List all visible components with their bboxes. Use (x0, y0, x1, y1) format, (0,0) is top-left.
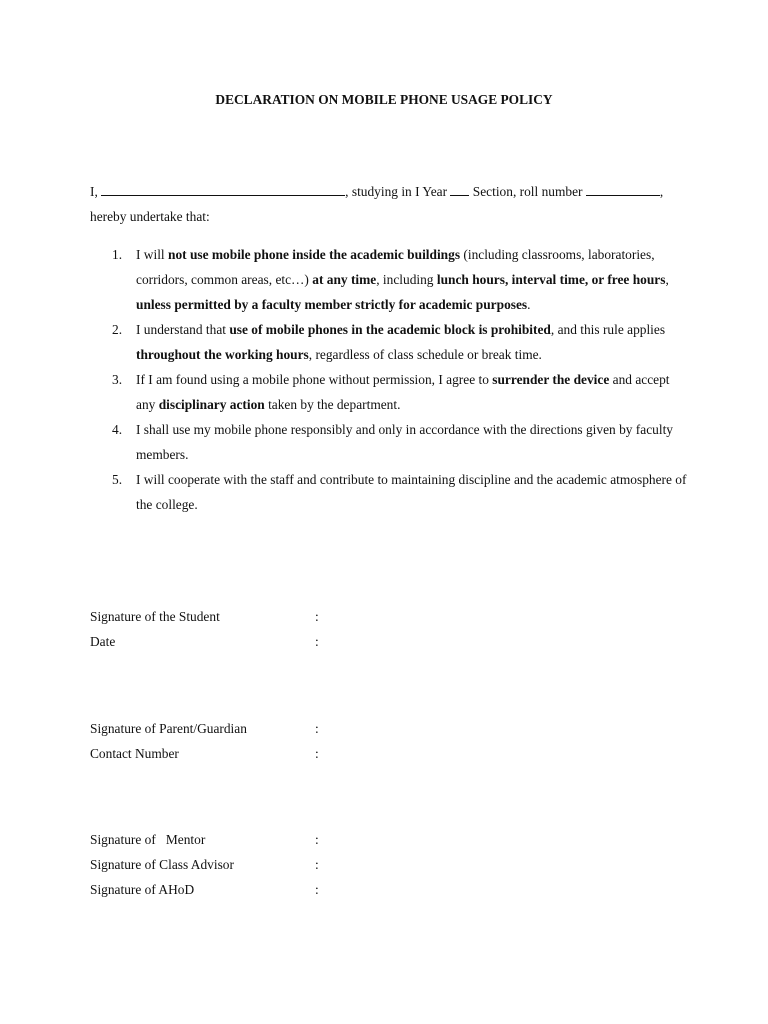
signature-colon: : (315, 882, 319, 897)
signature-label: Signature of Class Advisor (90, 857, 234, 872)
signature-colon: : (315, 832, 319, 847)
item-text (136, 322, 665, 362)
item-text (136, 472, 686, 512)
item-text-segment: I shall use my mobile phone responsibly and only in accordance with the directions given by faculty members. (136, 422, 673, 462)
intro-prefix: I, (90, 184, 102, 199)
item-number: 2. (112, 322, 123, 337)
item-text-segment: , regardless of class schedule or break time. (308, 347, 542, 362)
item-text-segment: , (665, 272, 669, 287)
emphasis-text: at any time (312, 272, 377, 287)
signature-label: Signature of AHoD (90, 882, 195, 897)
item-text-segment: . (527, 297, 531, 312)
item-text-segment: , including (376, 272, 437, 287)
signature-row (90, 877, 690, 902)
emphasis-text: unless permitted by a faculty member strictly for academic purposes (136, 297, 528, 312)
emphasis-text: disciplinary action (158, 397, 265, 412)
item-text-segment: If I am found using a mobile phone without permission, I agree to (136, 372, 493, 387)
signature-colon: : (315, 634, 319, 649)
intro-after-section: Section, roll number (469, 184, 586, 199)
item-text-segment: taken by the department. (264, 397, 401, 412)
item-text-segment: , and this rule applies (550, 322, 666, 337)
item-number: 3. (112, 372, 123, 387)
intro-after-name: , studying in I Year (345, 184, 451, 199)
signature-row (90, 604, 690, 629)
undertaking-item (90, 417, 690, 467)
undertaking-item (90, 367, 690, 417)
item-number: 1. (112, 247, 123, 262)
item-text-segment: I will cooperate with the staff and contribute to maintaining discipline and the academic atmosphere of the college. (136, 472, 687, 512)
signature-row (90, 827, 690, 852)
signature-colon: : (315, 609, 319, 624)
signature-label: Signature of Parent/Guardian (90, 721, 247, 736)
name-blank (101, 184, 345, 196)
declaration-intro (90, 179, 690, 229)
signature-label: Contact Number (90, 746, 179, 761)
section-blank (450, 184, 469, 196)
item-text-segment: I will (136, 247, 168, 262)
item-text-segment: and accept any (136, 372, 670, 412)
item-number: 4. (112, 422, 123, 437)
signature-row (90, 629, 690, 654)
signature-colon: : (315, 721, 319, 736)
item-text (136, 372, 670, 412)
parent-signature-block (90, 716, 690, 766)
intro-line-2: hereby undertake that: (90, 209, 210, 224)
emphasis-text: throughout the working hours (136, 347, 309, 362)
signature-row (90, 741, 690, 766)
signature-label: Signature of the Student (90, 609, 220, 624)
emphasis-text: surrender the device (492, 372, 610, 387)
undertaking-item (90, 317, 690, 367)
emphasis-text: lunch hours, interval time, or free hours (436, 272, 666, 287)
student-signature-block (90, 604, 690, 654)
document-title: DECLARATION ON MOBILE PHONE USAGE POLICY (215, 92, 553, 107)
signature-label: Signature of Mentor (90, 832, 206, 847)
item-text-segment: I understand that (136, 322, 230, 337)
item-text-segment: (including classrooms, laboratories, corridors, common areas, etc…) (136, 247, 655, 287)
signature-label: Date (90, 634, 116, 649)
signature-row (90, 852, 690, 877)
undertaking-item (90, 242, 690, 317)
undertaking-list (90, 242, 690, 517)
intro-after-roll: , (659, 184, 664, 199)
item-text (136, 247, 669, 312)
signature-row (90, 716, 690, 741)
emphasis-text: not use mobile phone inside the academic buildings (168, 247, 461, 262)
roll-number-blank (586, 184, 660, 196)
signature-colon: : (315, 746, 319, 761)
staff-signature-block (90, 827, 690, 902)
signature-colon: : (315, 857, 319, 872)
intro-line-1 (90, 179, 690, 204)
item-number: 5. (112, 472, 123, 487)
undertaking-item (90, 467, 690, 517)
emphasis-text: use of mobile phones in the academic block is prohibited (229, 322, 551, 337)
item-text (136, 422, 673, 462)
